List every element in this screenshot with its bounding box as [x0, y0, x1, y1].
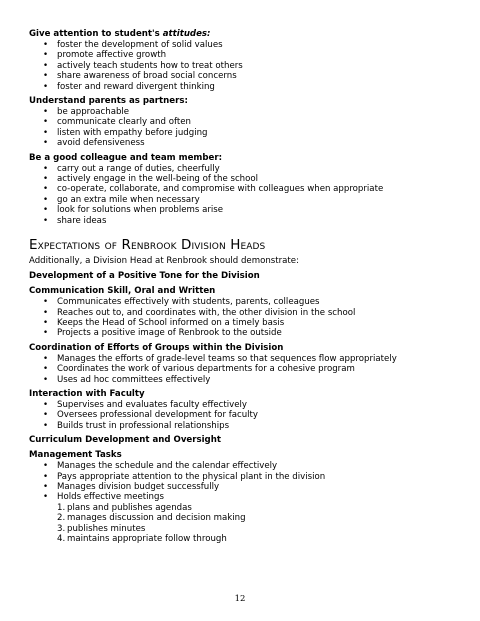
bullet-icon: • [43, 353, 49, 364]
list-item [29, 195, 459, 205]
bullet-icon: • [43, 317, 49, 328]
list-item [29, 328, 459, 338]
bullet-icon: • [43, 481, 49, 492]
list-item [29, 364, 459, 374]
bullet-icon: • [43, 163, 49, 174]
management-list [29, 461, 459, 503]
bullet-icon: • [43, 461, 49, 472]
numbered-item [29, 524, 459, 534]
list-item-text: foster the development of solid values [57, 40, 223, 50]
list-item-text: Oversees professional development for faculty [57, 410, 259, 421]
list-item [29, 174, 459, 184]
list-item-text: avoid defensiveness [57, 138, 145, 149]
communication-list [29, 297, 459, 339]
item-number: 3. [57, 523, 66, 534]
section-heading-coordination: Coordination of Efforts of Groups within the Division [29, 342, 284, 353]
list-item-text: listen with empathy before judging [57, 127, 208, 138]
list-item-text: Reaches out to, and coordinates with, the other division in the school [57, 307, 356, 318]
section-heading-colleague: Be a good colleague and team member: [29, 152, 223, 163]
list-item-text: Builds trust in professional relationships [57, 420, 230, 431]
list-item [29, 138, 459, 148]
bullet-icon: • [43, 410, 49, 421]
page-number: 12 [234, 594, 246, 604]
list-item [29, 482, 459, 492]
section-title: Expectations of Renbrook Division Heads [29, 237, 266, 254]
item-text: plans and publishes agendas [67, 502, 192, 513]
item-text: maintains appropriate follow through [67, 534, 227, 544]
list-item-text: Holds effective meetings [57, 492, 164, 503]
bullet-icon: • [43, 184, 49, 195]
numbered-item [29, 513, 459, 523]
intro-text: Additionally, a Division Head at Renbrook should demonstrate: [29, 256, 299, 267]
list-item [29, 354, 459, 364]
page-content [29, 29, 459, 544]
list-item-text: Manages the efforts of grade-level teams so that sequences flow appropriately [57, 353, 397, 364]
bullet-icon: • [43, 205, 49, 216]
item-text: publishes minutes [67, 523, 146, 534]
list-item-text: Manages division budget successfully [57, 481, 220, 492]
item-number: 4. [57, 534, 66, 544]
list-item [29, 461, 459, 471]
heading-text: Give attention to student's [29, 29, 163, 39]
bullet-icon: • [43, 107, 49, 118]
list-item-text: Uses ad hoc committees effectively [57, 374, 211, 385]
list-item [29, 184, 459, 194]
bullet-icon: • [43, 138, 49, 149]
bullet-icon: • [43, 40, 49, 50]
bullet-icon: • [43, 364, 49, 375]
list-item-text: go an extra mile when necessary [57, 194, 200, 205]
list-item-text: share awareness of broad social concerns [57, 71, 237, 82]
list-item-text: Supervises and evaluates faculty effectively [57, 399, 247, 410]
list-item [29, 107, 459, 117]
list-item [29, 492, 459, 502]
numbered-item [29, 503, 459, 513]
item-number: 2. [57, 513, 66, 524]
tone-heading: Development of a Positive Tone for the Division [29, 271, 260, 282]
list-item-text: Coordinates the work of various departments for a cohesive program [57, 364, 355, 375]
list-item [29, 117, 459, 127]
bullet-icon: • [43, 194, 49, 205]
item-text: manages discussion and decision making [67, 513, 246, 524]
bullet-icon: • [43, 307, 49, 318]
list-item-text: foster and reward divergent thinking [57, 81, 215, 92]
list-item [29, 400, 459, 410]
list-item-text: carry out a range of duties, cheerfully [57, 163, 220, 174]
bullet-icon: • [43, 297, 49, 308]
list-item-text: communicate clearly and often [57, 117, 191, 128]
section-heading-management: Management Tasks [29, 450, 122, 461]
bullet-icon: • [43, 174, 49, 185]
section-heading-attitudes [29, 29, 459, 40]
bullet-icon: • [43, 420, 49, 431]
list-item [29, 308, 459, 318]
list-item [29, 297, 459, 307]
bullet-icon: • [43, 117, 49, 128]
list-item-text: be approachable [57, 107, 130, 118]
list-item [29, 61, 459, 71]
list-item [29, 82, 459, 92]
colleague-list [29, 164, 459, 226]
list-item [29, 216, 459, 226]
section-heading-faculty: Interaction with Faculty [29, 388, 145, 399]
list-item [29, 410, 459, 420]
bullet-icon: • [43, 71, 49, 82]
list-item [29, 375, 459, 385]
list-item-text: Projects a positive image of Renbrook to the outside [57, 328, 282, 339]
list-item-text: Manages the schedule and the calendar effectively [57, 461, 278, 472]
list-item [29, 128, 459, 138]
bullet-icon: • [43, 374, 49, 385]
bullet-icon: • [43, 81, 49, 92]
bullet-icon: • [43, 215, 49, 226]
list-item-text: share ideas [57, 215, 107, 226]
list-item-text: Pays appropriate attention to the physical plant in the division [57, 471, 326, 482]
list-item [29, 71, 459, 81]
section-heading-communication: Communication Skill, Oral and Written [29, 286, 216, 297]
list-item-text: actively teach students how to treat others [57, 60, 243, 71]
list-item [29, 318, 459, 328]
list-item-text: Keeps the Head of School informed on a timely basis [57, 317, 285, 328]
bullet-icon: • [43, 399, 49, 410]
item-number: 1. [57, 502, 66, 513]
heading-italic-text: attitudes: [162, 29, 211, 39]
coordination-list [29, 354, 459, 385]
list-item-text: co-operate, collaborate, and compromise with colleagues when appropriate [57, 184, 384, 195]
list-item [29, 421, 459, 431]
bullet-icon: • [43, 492, 49, 503]
parents-list [29, 107, 459, 149]
list-item [29, 472, 459, 482]
list-item [29, 205, 459, 215]
meetings-sublist [29, 503, 459, 545]
bullet-icon: • [43, 471, 49, 482]
curriculum-heading: Curriculum Development and Oversight [29, 435, 221, 446]
list-item [29, 50, 459, 60]
bullet-icon: • [43, 50, 49, 61]
bullet-icon: • [43, 60, 49, 71]
attitudes-list [29, 40, 459, 92]
list-item-text: promote affective growth [57, 50, 167, 61]
list-item-text: look for solutions when problems arise [57, 205, 224, 216]
bullet-icon: • [43, 127, 49, 138]
numbered-item [29, 534, 459, 544]
section-heading-parents: Understand parents as partners: [29, 96, 188, 107]
list-item [29, 164, 459, 174]
list-item-text: actively engage in the well-being of the school [57, 174, 259, 185]
faculty-list [29, 400, 459, 431]
bullet-icon: • [43, 328, 49, 339]
list-item-text: Communicates effectively with students, parents, colleagues [57, 297, 320, 308]
list-item [29, 40, 459, 50]
